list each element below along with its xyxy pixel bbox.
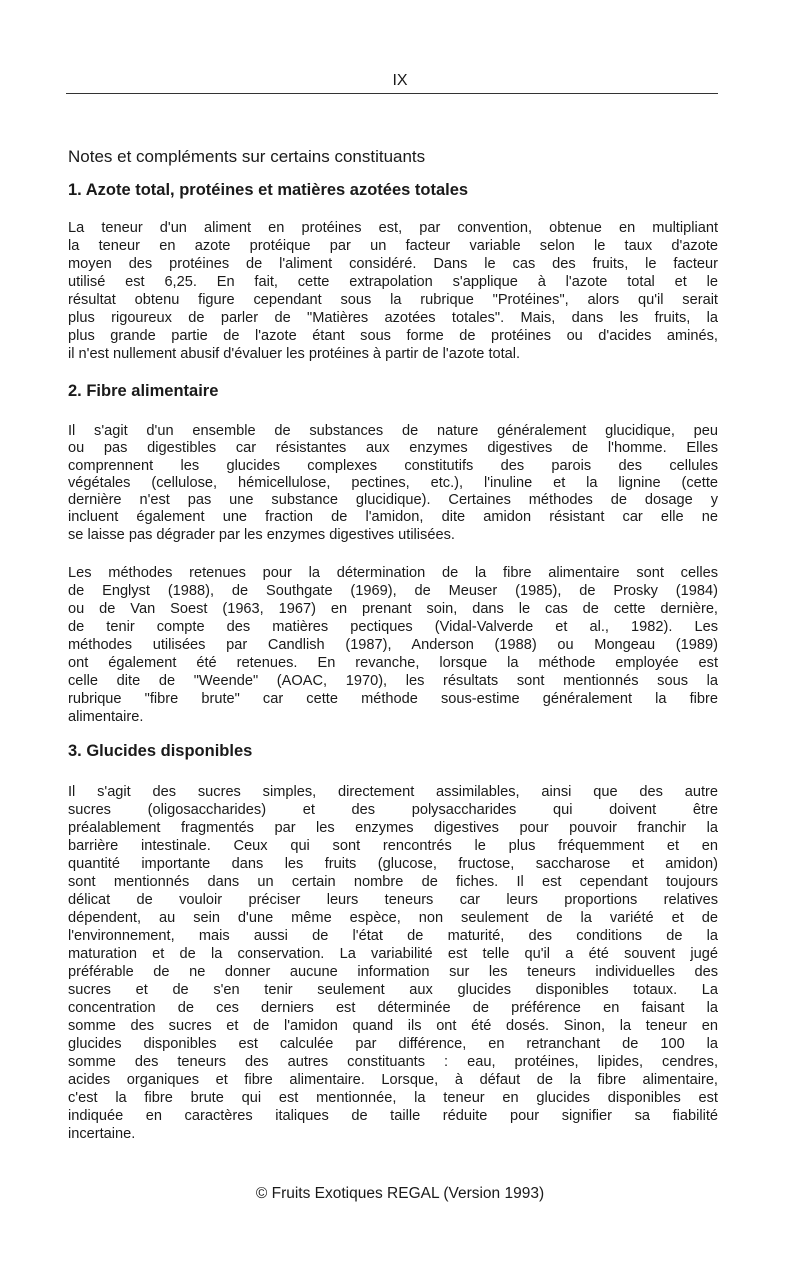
text-line: La teneur d'un aliment en protéines est, par convention, obtenue en multipliant [68, 220, 718, 236]
text-line: ou pas digestibles car résistantes aux enzymes digestives de l'homme. Elles [68, 440, 718, 457]
paragraph [68, 219, 718, 363]
text-line: celle dite de "Weende" (AOAC, 1970), les résultats sont mentionnés sous la [68, 673, 718, 689]
section-heading-2: 2. Fibre alimentaire [68, 382, 219, 400]
header-rule [66, 93, 718, 94]
text-line: c'est la fibre brute qui est mentionnée, la teneur en glucides disponibles est [68, 1090, 718, 1106]
text-line: glucides disponibles est calculée par différence, en retranchant de 100 la [68, 1036, 718, 1052]
text-line: préalablement fragmentés par les enzymes digestives pour pouvoir franchir la [68, 820, 718, 836]
text-line: dernière n'est pas une substance glucidique). Certaines méthodes de dosage y [68, 492, 718, 509]
text-line: dépendent, au sein d'une même espèce, non seulement de la variété et de [68, 910, 718, 926]
paragraph [68, 564, 718, 726]
text-line: moyen des protéines de l'aliment considéré. Dans le cas des fruits, le facteur [68, 256, 718, 272]
footer-copyright: © Fruits Exotiques REGAL (Version 1993) [255, 1185, 545, 1202]
section-heading-3: 3. Glucides disponibles [68, 742, 253, 760]
text-line: ont également été retenues. En revanche, lorsque la méthode employée est [68, 655, 718, 671]
text-line: utilisé est 6,25. En fait, cette extrapolation s'applique à l'azote total et le [68, 274, 718, 290]
text-line: indiquée en caractères italiques de taille réduite pour signifier sa fiabilité [68, 1108, 718, 1124]
section-heading-1: 1. Azote total, protéines et matières azotées totales [68, 181, 469, 199]
text-line: Les méthodes retenues pour la détermination de la fibre alimentaire sont celles [68, 565, 718, 581]
text-line: rubrique "fibre brute" car cette méthode sous-estime généralement la fibre [68, 691, 718, 707]
text-line: il n'est nullement abusif d'évaluer les protéines à partir de l'azote total. [68, 346, 521, 362]
text-line: somme des teneurs des autres constituants : eau, protéines, lipides, cendres, [68, 1054, 718, 1070]
text-line: ou de Van Soest (1963, 1967) en prenant soin, dans le cas de cette dernière, [68, 601, 718, 617]
text-line: sucres et de s'en tenir seulement aux glucides disponibles totaux. La [68, 982, 718, 998]
page-title: Notes et compléments sur certains constituants [68, 147, 426, 166]
text-line: l'environnement, mais aussi de l'état de maturité, des conditions de la [68, 928, 718, 944]
text-line: incluent également une fraction de l'amidon, dite amidon résistant car elle ne [68, 509, 718, 526]
text-line: résultat obtenu figure cependant sous la rubrique "Protéines", alors qu'il serait [68, 292, 718, 308]
text-line: quantité importante dans les fruits (glucose, fructose, saccharose et amidon) [68, 856, 718, 872]
text-line: plus grande partie de l'azote étant sous forme de protéines ou d'acides aminés, [68, 328, 718, 344]
text-line: sont mentionnés dans un certain nombre de fiches. Il est cependant toujours [68, 874, 718, 890]
text-line: Il s'agit d'un ensemble de substances de nature généralement glucidique, peu [68, 423, 718, 439]
text-line: végétales (cellulose, hémicellulose, pectines, etc.), l'inuline et la lignine (cette [68, 474, 718, 491]
text-line: barrière intestinale. Ceux qui sont rencontrés le plus fréquemment et en [68, 838, 718, 854]
text-line: la teneur en azote protéique par un facteur variable selon le taux d'azote [68, 238, 718, 254]
page-number: IX [392, 72, 408, 89]
text-line: préférable de ne donner aucune information sur les teneurs individuelles des [68, 964, 718, 980]
text-line: alimentaire. [68, 709, 144, 725]
text-line: maturation et de la conservation. La variabilité est telle qu'il a été souvent jugé [68, 946, 718, 962]
text-line: acides organiques et fibre alimentaire. Lorsque, à défaut de la fibre alimentaire, [68, 1072, 718, 1088]
text-line: concentration de ces derniers est déterminée de préférence en faisant la [68, 1000, 718, 1016]
text-line: somme des sucres et de l'amidon quand ils ont été dosés. Sinon, la teneur en [68, 1018, 718, 1034]
text-line: incertaine. [68, 1126, 136, 1142]
text-line: comprennent les glucides complexes constitutifs des parois des cellules [68, 457, 718, 474]
text-line: sucres (oligosaccharides) et des polysaccharides qui doivent être [68, 802, 718, 818]
text-line: Il s'agit des sucres simples, directement assimilables, ainsi que des autre [68, 784, 718, 800]
paragraph [68, 423, 718, 544]
text-line: délicat de vouloir préciser leurs teneurs car leurs proportions relatives [68, 892, 718, 908]
paragraph [68, 783, 718, 1143]
text-line: se laisse pas dégrader par les enzymes digestives utilisées. [68, 526, 455, 543]
text-line: de Englyst (1988), de Southgate (1969), de Meuser (1985), de Prosky (1984) [68, 583, 718, 599]
text-line: plus rigoureux de parler de "Matières azotées totales". Mais, dans les fruits, la [68, 310, 718, 326]
text-line: méthodes utilisées par Candlish (1987), Anderson (1988) ou Mongeau (1989) [68, 637, 718, 653]
text-line: de tenir compte des matières pectiques (Vidal-Valverde et al., 1982). Les [68, 619, 718, 635]
